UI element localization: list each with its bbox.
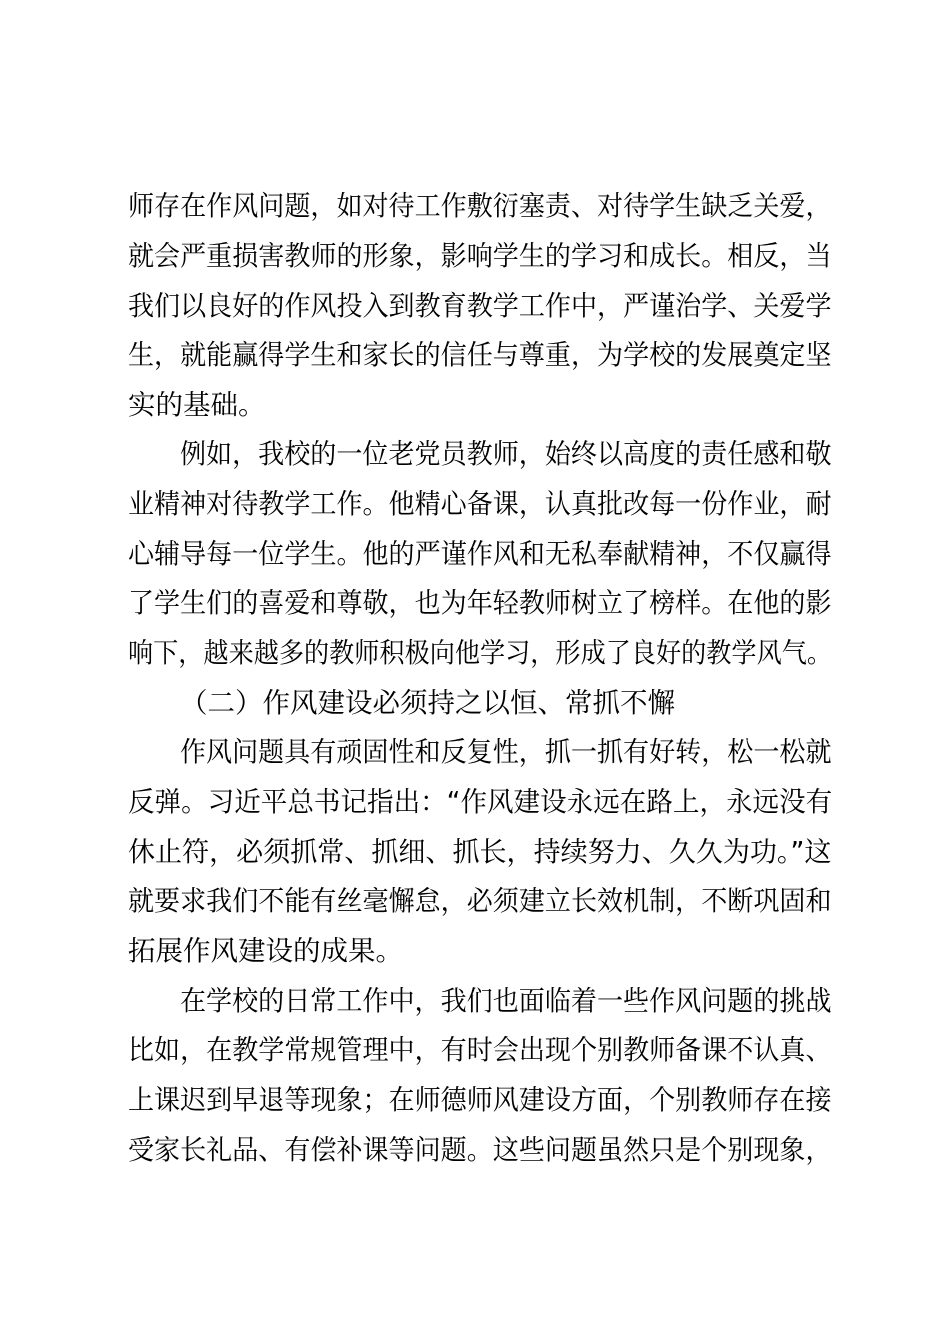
text-line: 业精神对待教学工作。他精心备课，认真批改每一份作业，耐 <box>128 488 832 520</box>
text-line: 就会严重损害教师的形象，影响学生的学习和成长。相反，当 <box>128 240 832 272</box>
section-heading: （二）作风建设必须持之以恒、常抓不懈 <box>180 687 675 719</box>
text-line: 就要求我们不能有丝毫懈怠，必须建立长效机制，不断巩固和 <box>128 885 832 917</box>
text-line: 实的基础。 <box>128 389 266 421</box>
text-line: 比如，在教学常规管理中，有时会出现个别教师备课不认真、 <box>128 1034 832 1066</box>
text-line: 师存在作风问题，如对待工作敷衍塞责、对待学生缺乏关爱， <box>128 190 832 222</box>
text-line: 受家长礼品、有偿补课等问题。这些问题虽然只是个别现象， <box>128 1134 832 1166</box>
text-line: 作风问题具有顽固性和反复性，抓一抓有好转，松一松就 <box>180 736 832 768</box>
text-line: 休止符，必须抓常、抓细、抓长，持续努力、久久为功。”这 <box>128 836 832 868</box>
text-line: 响下，越来越多的教师积极向他学习，形成了良好的教学风气。 <box>128 637 833 669</box>
text-line: 我们以良好的作风投入到教育教学工作中，严谨治学、关爱学 <box>128 290 832 322</box>
text-line: 生，就能赢得学生和家长的信任与尊重，为学校的发展奠定坚 <box>128 339 832 371</box>
text-line: 例如，我校的一位老党员教师，始终以高度的责任感和敬 <box>180 438 832 470</box>
text-line: 了学生们的喜爱和尊敬，也为年轻教师树立了榜样。在他的影 <box>128 587 832 619</box>
text-line: 反弹。习近平总书记指出：“作风建设永远在路上，永远没有 <box>128 786 833 818</box>
text-line: 拓展作风建设的成果。 <box>128 935 403 967</box>
text-line: 心辅导每一位学生。他的严谨作风和无私奉献精神，不仅赢得 <box>128 538 832 570</box>
text-line: 在学校的日常工作中，我们也面临着一些作风问题的挑战 <box>180 985 832 1017</box>
text-line: 上课迟到早退等现象；在师德师风建设方面，个别教师存在接 <box>128 1084 832 1116</box>
